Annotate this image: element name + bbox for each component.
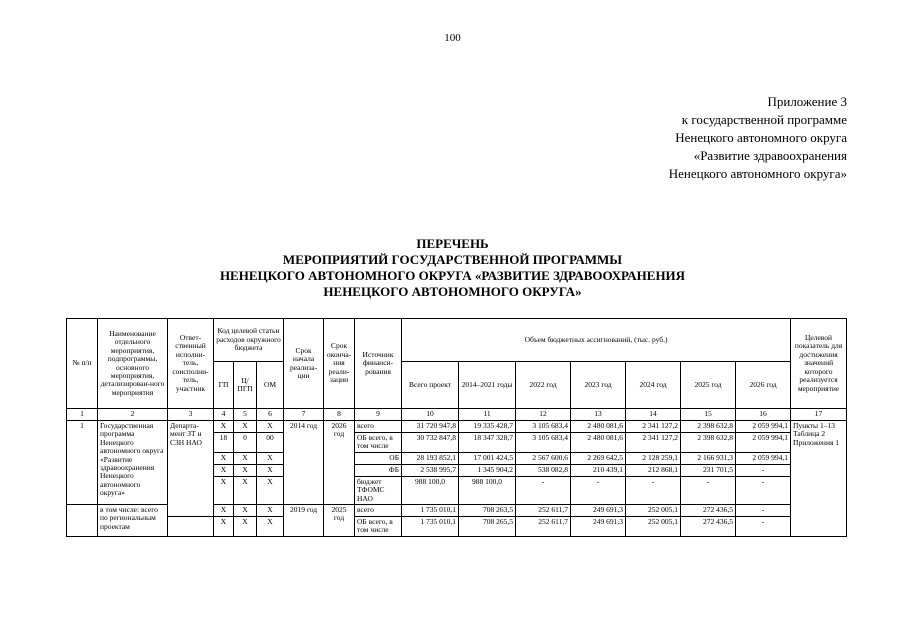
cell-om: Х — [257, 517, 284, 537]
cell-value: 2 269 642,5 — [571, 452, 626, 464]
header-gp: ГП — [214, 362, 234, 409]
cell-cpgp: Х — [234, 452, 257, 464]
header-end: Срок оконча-ния реали-зации — [324, 319, 355, 409]
header-target: Целевой показатель для достижения значений которого реализуется мероприятие — [791, 319, 847, 409]
cell-source: всего — [355, 505, 402, 517]
cell-source: ОБ всего, в том числе — [355, 433, 402, 453]
column-index: 9 — [355, 409, 402, 421]
cell-value: - — [736, 505, 791, 517]
column-index: 16 — [736, 409, 791, 421]
row-name: в том числе: всего по региональным проектам — [98, 505, 168, 537]
row-num — [67, 505, 98, 537]
cell-value: - — [626, 476, 681, 504]
title-line: НЕНЕЦКОГО АВТОНОМНОГО ОКРУГА «РАЗВИТИЕ ЗДРАВООХРАНЕНИЯ — [219, 268, 686, 283]
cell-value: 28 193 852,1 — [402, 452, 459, 464]
cell-gp: Х — [214, 464, 234, 476]
table-row — [67, 421, 847, 433]
appendix-line: Приложение 3 — [767, 94, 847, 109]
cell-value: - — [736, 517, 791, 537]
cell-value: 2 128 259,1 — [626, 452, 681, 464]
title-line: МЕРОПРИЯТИЙ ГОСУДАРСТВЕННОЙ ПРОГРАММЫ — [282, 252, 623, 267]
appendix-line: Ненецкого автономного округа» — [668, 166, 847, 181]
cell-source: ФБ — [355, 464, 402, 476]
cell-om: 00 — [257, 433, 284, 453]
cell-value: 1 735 010,1 — [402, 517, 459, 537]
cell-value: 988 100,0 — [402, 476, 459, 504]
cell-value: 18 347 328,7 — [459, 433, 516, 453]
cell-cpgp: Х — [234, 505, 257, 517]
column-index: 12 — [516, 409, 571, 421]
column-index: 11 — [459, 409, 516, 421]
header-2024: 2024 год — [626, 362, 681, 409]
cell-value: 2 059 994,1 — [736, 433, 791, 453]
cell-om: Х — [257, 452, 284, 464]
cell-value: 272 436,5 — [681, 505, 736, 517]
cell-value: 2 480 081,6 — [571, 433, 626, 453]
cell-cpgp: Х — [234, 421, 257, 433]
cell-cpgp: 0 — [234, 433, 257, 453]
cell-value: 2 398 632,8 — [681, 433, 736, 453]
cell-value: 2 059 994,1 — [736, 452, 791, 464]
cell-value: 272 436,5 — [681, 517, 736, 537]
cell-source: ОБ всего, в том числе — [355, 517, 402, 537]
header-budget-code: Код целевой статьи расходов окружного бюджета — [214, 319, 284, 362]
header-2023: 2023 год — [571, 362, 626, 409]
header-responsible: Ответ-ственный исполни-тель, соисполни-тель, участник — [168, 319, 214, 409]
cell-value: 2 398 632,8 — [681, 421, 736, 433]
cell-value: - — [681, 476, 736, 504]
header-total: Всего проект — [402, 362, 459, 409]
cell-value: 231 701,5 — [681, 464, 736, 476]
cell-source: всего — [355, 421, 402, 433]
header-start: Срок начала реализа-ции — [284, 319, 324, 409]
cell-value: 31 720 947,8 — [402, 421, 459, 433]
table-row — [67, 517, 847, 537]
cell-value: 538 082,8 — [516, 464, 571, 476]
cell-value: 2 341 127,2 — [626, 421, 681, 433]
header-volume: Объем бюджетных ассигнований, (тыс. руб.) — [402, 319, 791, 362]
cell-value: 249 691,3 — [571, 517, 626, 537]
header-name: Наименование отдельного мероприятия, подпрограммы, основного мероприятия, детализирован-ного мероприятия — [98, 319, 168, 409]
header-2014-2021: 2014–2021 годы — [459, 362, 516, 409]
cell-value: 252 005,1 — [626, 517, 681, 537]
column-index: 14 — [626, 409, 681, 421]
cell-value: 1 735 010,1 — [402, 505, 459, 517]
appendix-line: Ненецкого автономного округа — [675, 130, 847, 145]
cell-value: 252 005,1 — [626, 505, 681, 517]
cell-source: бюджет ТФОМС НАО — [355, 476, 402, 504]
column-index: 8 — [324, 409, 355, 421]
cell-value: 2 480 081,6 — [571, 421, 626, 433]
cell-om: Х — [257, 421, 284, 433]
row-responsible: Департа-мент ЗТ и СЗН НАО — [168, 421, 214, 517]
row-name: Государственная программа Ненецкого автономного округа «Развитие здравоохранения Ненецкого автономного округа» — [98, 421, 168, 505]
document-title — [0, 236, 905, 300]
header-2026: 2026 год — [736, 362, 791, 409]
cell-value: 210 439,1 — [571, 464, 626, 476]
row-start: 2019 год — [284, 505, 324, 537]
cell-om: Х — [257, 505, 284, 517]
header-num: № п/п — [67, 319, 98, 409]
page-number: 100 — [444, 32, 461, 44]
cell-value: 2 059 994,1 — [736, 421, 791, 433]
cell-value: 988 100,0 — [459, 476, 516, 504]
cell-om: Х — [257, 464, 284, 476]
cell-value: - — [736, 464, 791, 476]
cell-value: 212 868,1 — [626, 464, 681, 476]
cell-cpgp: Х — [234, 464, 257, 476]
cell-value: 17 001 424,5 — [459, 452, 516, 464]
cell-value: 252 611,7 — [516, 505, 571, 517]
column-index-row — [67, 409, 847, 421]
appendix-line: «Развитие здравоохранения — [693, 148, 847, 163]
row-target: Пункты 1–13 Таблица 2 Приложения 1 — [791, 421, 847, 537]
cell-gp: Х — [214, 505, 234, 517]
column-index: 3 — [168, 409, 214, 421]
cell-value: 19 335 428,7 — [459, 421, 516, 433]
column-index: 15 — [681, 409, 736, 421]
row-num: 1 — [67, 421, 98, 505]
cell-value: 708 263,5 — [459, 505, 516, 517]
appendix-heading — [669, 93, 847, 183]
row-end: 2025 год — [324, 505, 355, 537]
column-index: 13 — [571, 409, 626, 421]
cell-value: 30 732 847,8 — [402, 433, 459, 453]
cell-source: ОБ — [355, 452, 402, 464]
cell-value: 3 105 683,4 — [516, 421, 571, 433]
cell-cpgp: Х — [234, 476, 257, 504]
cell-value: 249 691,3 — [571, 505, 626, 517]
header-source: Источник финанси-рования — [355, 319, 402, 409]
cell-value: 2 538 995,7 — [402, 464, 459, 476]
cell-om: Х — [257, 476, 284, 504]
row-start: 2014 год — [284, 421, 324, 505]
column-index: 6 — [257, 409, 284, 421]
title-line: НЕНЕЦКОГО АВТОНОМНОГО ОКРУГА» — [323, 284, 582, 299]
cell-cpgp: Х — [234, 517, 257, 537]
appendix-line: к государственной программе — [681, 112, 847, 127]
cell-gp: 18 — [214, 433, 234, 453]
header-cpgp: Ц/ПГП — [234, 362, 257, 409]
column-index: 10 — [402, 409, 459, 421]
column-index: 5 — [234, 409, 257, 421]
cell-value: 2 166 931,3 — [681, 452, 736, 464]
header-om: ОМ — [257, 362, 284, 409]
cell-value: 2 341 127,2 — [626, 433, 681, 453]
measures-table — [66, 318, 847, 537]
cell-value: - — [736, 476, 791, 504]
cell-gp: Х — [214, 517, 234, 537]
title-line: ПЕРЕЧЕНЬ — [416, 236, 489, 251]
cell-gp: Х — [214, 476, 234, 504]
header-2025: 2025 год — [681, 362, 736, 409]
header-2022: 2022 год — [516, 362, 571, 409]
cell-value: 252 611,7 — [516, 517, 571, 537]
column-index: 7 — [284, 409, 324, 421]
cell-value: 3 105 683,4 — [516, 433, 571, 453]
cell-value: - — [571, 476, 626, 504]
cell-value: - — [516, 476, 571, 504]
column-index: 17 — [791, 409, 847, 421]
cell-gp: Х — [214, 421, 234, 433]
row-end: 2026 год — [324, 421, 355, 505]
column-index: 2 — [98, 409, 168, 421]
cell-value: 1 345 904,2 — [459, 464, 516, 476]
cell-value: 708 265,5 — [459, 517, 516, 537]
column-index: 1 — [67, 409, 98, 421]
column-index: 4 — [214, 409, 234, 421]
row-responsible — [168, 517, 214, 537]
cell-value: 2 567 600,6 — [516, 452, 571, 464]
cell-gp: Х — [214, 452, 234, 464]
